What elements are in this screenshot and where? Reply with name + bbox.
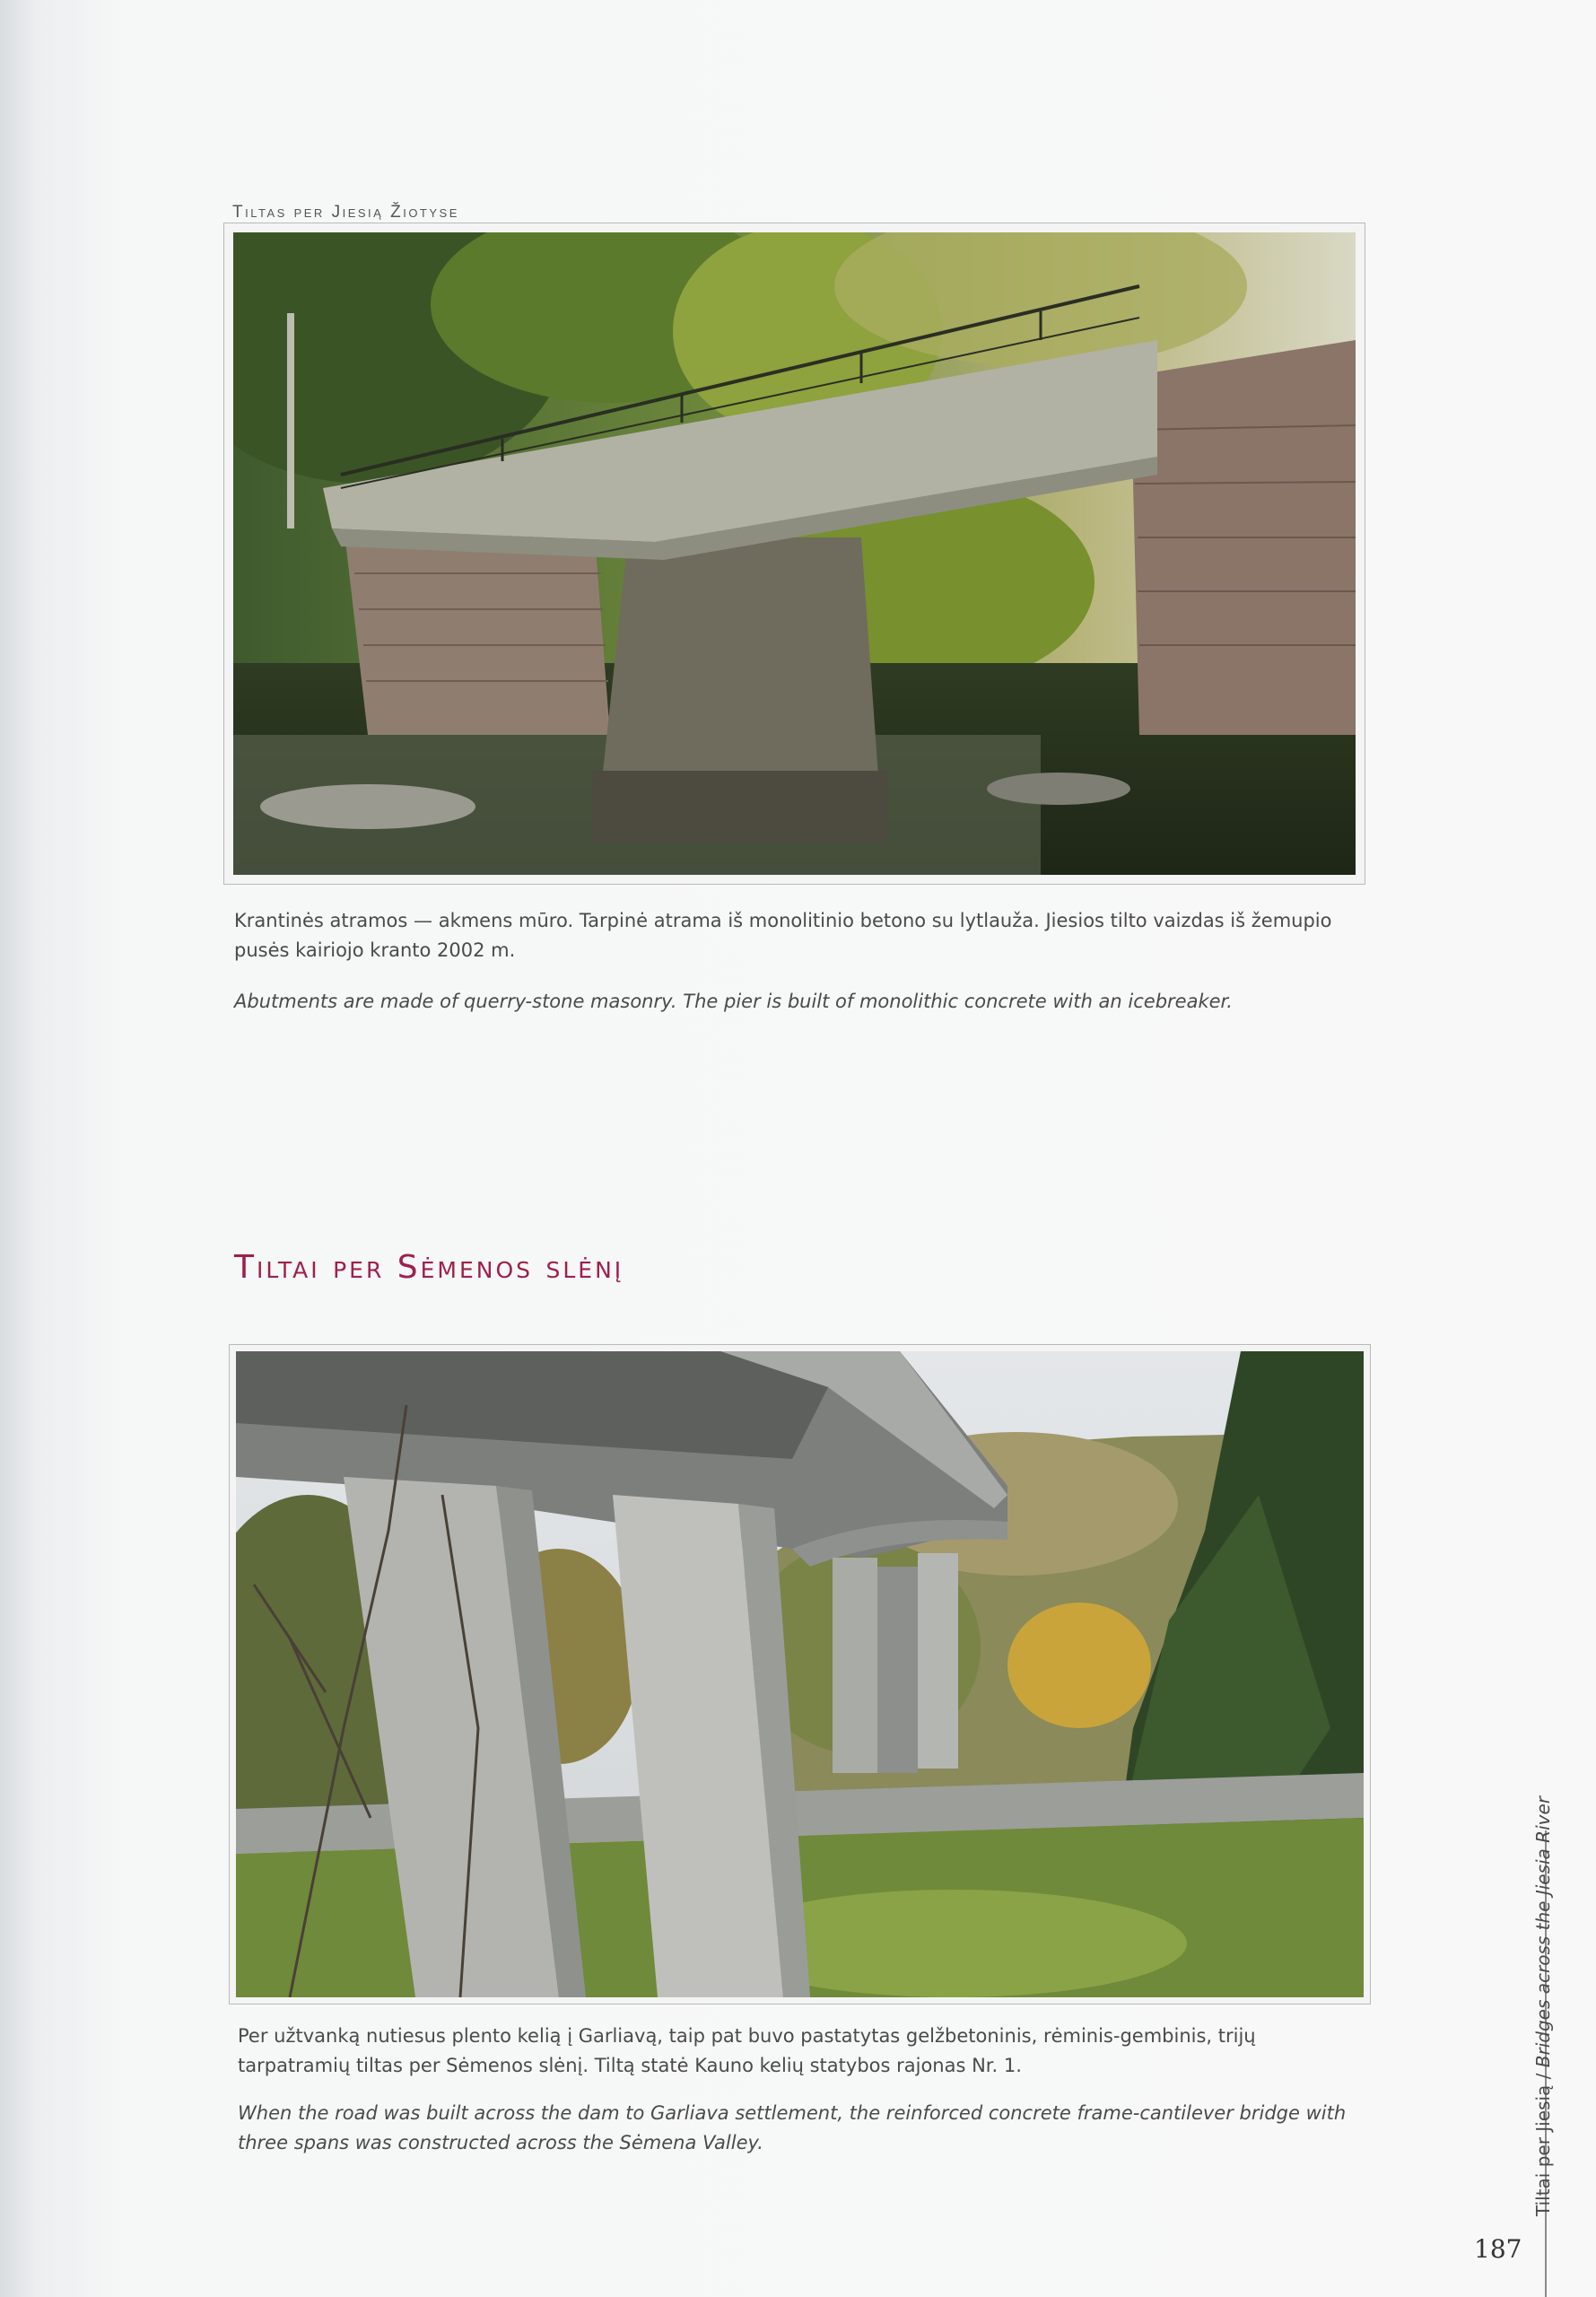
figure-1-photo (233, 232, 1356, 875)
figure-2-caption-en: When the road was built across the dam to Garliava settlement, the reinforced concrete frame-cantilever bridge with three spans was constructed across the Sėmena Valley. (238, 2102, 1347, 2153)
section-title: Tiltai per Sėmenos slėnį (234, 1249, 624, 1286)
figure-2-caption-lt: Per užtvanką nutiesus plento kelią į Garliavą, taip pat buvo pastatytas gelžbetoninis, rėminis-gembinis, trijų tarpatramių tiltas per Sėmenos slėnį. Tiltą statė Kauno kelių statybos rajonas Nr. 1. (238, 2025, 1256, 2076)
figure-1-caption-lt: Krantinės atramos — akmens mūro. Tarpinė atrama iš monolitinio betono su lytlauža. Jiesios tilto vaizdas iš žemupio pusės kairiojo kranto 2002 m. (234, 910, 1332, 961)
vertical-book-title (1532, 1796, 1554, 2216)
page-number: 187 (1474, 2234, 1522, 2264)
figure-1-frame (223, 223, 1365, 885)
running-head: Tiltas per Jiesią Žiotyse (232, 203, 459, 222)
vertical-book-title-en: Bridges across the Jiesia River (1532, 1796, 1554, 2068)
figure-1-caption-en: Abutments are made of querry-stone masonry. The pier is built of monolithic concrete with an icebreaker. (234, 991, 1233, 1012)
figure-2-photo (236, 1351, 1364, 1997)
vertical-book-title-lt: Tiltai per Jiesią / (1532, 2067, 1554, 2216)
figure-2-frame (229, 1344, 1371, 2004)
